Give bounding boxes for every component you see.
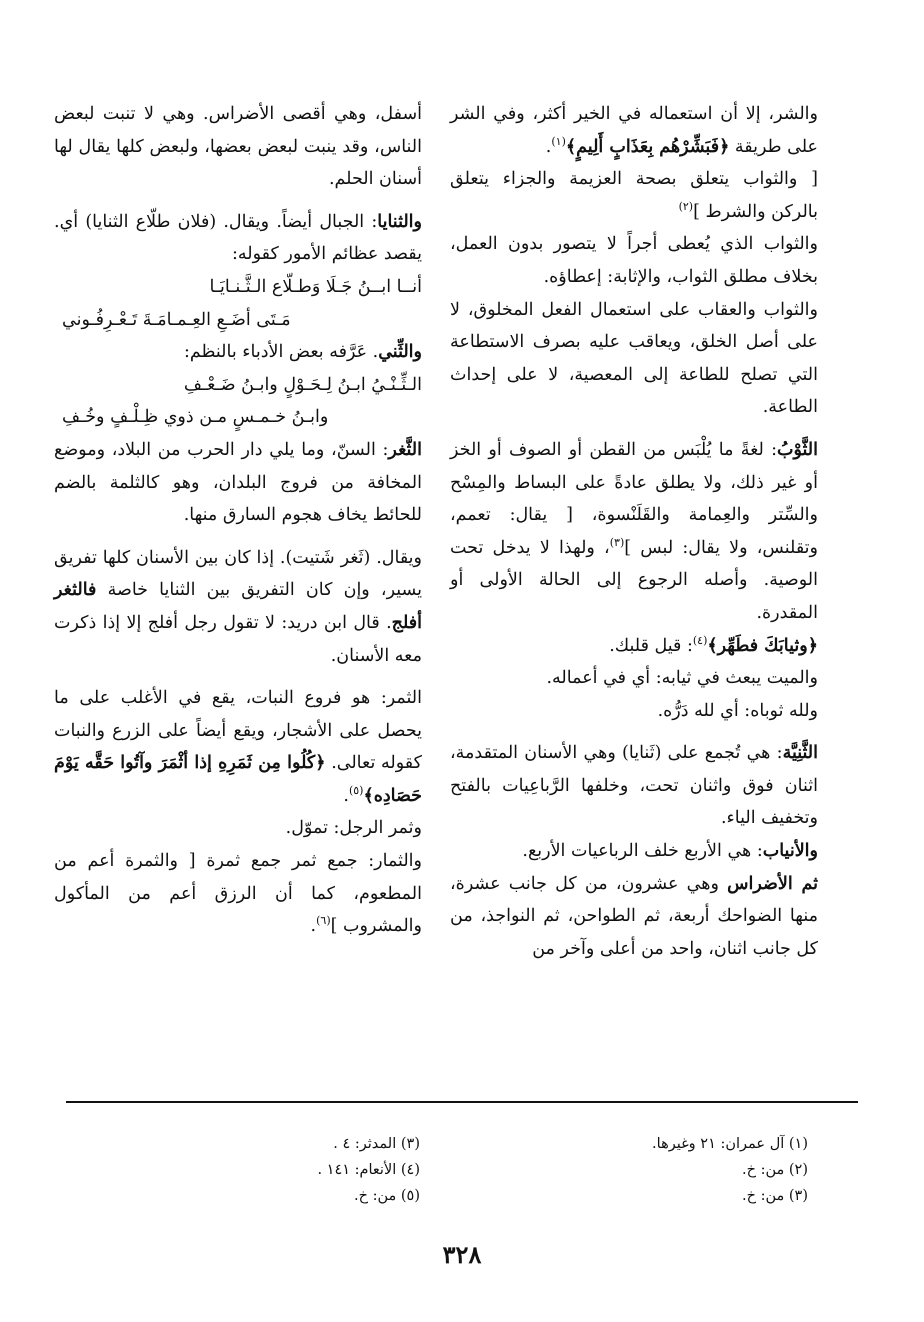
paragraph: أسفل، وهي أقصى الأضراس. وهي لا تنبت لبعض الناس، وقد ينبت لبعض بعضها، ولبعض كلها يقال لها أسنان الحلم. xyxy=(54,104,422,190)
footnote: (٣) المدثر: ٤ . xyxy=(333,1136,420,1152)
paragraph: ولله ثوباه: أي لله دَرُّه. xyxy=(657,700,818,721)
paragraph-text: ويقال. (ثَغر شَتيت). إذا كان بين الأسنان كلها تفريق يسير، وإن كان التفريق بين الثنايا خاصة xyxy=(54,547,422,601)
paragraph-text: : السنّ، وما يلي دار الحرب من البلاد، وموضع المخافة من فروج البلدان، وهو كالثلمة بالضم للحائط يخاف هجوم السارق منها. xyxy=(54,439,422,526)
page-number: ٣٢٨ xyxy=(442,1240,482,1269)
paragraph xyxy=(450,835,818,868)
verse-hemistich: الـثِّـنْـيُ ابـنُ لِـحَـوْلٍ وابـنُ ضَـعْـفِ xyxy=(183,374,422,395)
punctuation: . xyxy=(343,785,349,806)
paragraph-text: والشر، إلا أن استعماله في الخير أكثر، وفي الشر على طريقة xyxy=(450,104,818,157)
poetry-verse xyxy=(54,401,422,434)
footnote-ref: (٤) xyxy=(692,633,708,647)
paragraph-text: وهي عشرون، من كل جانب عشرة، منها الضواحك أربعة، ثم الطواحن، ثم النواجذ، من كل جانب اثنان، واحد من أعلى وآخر من xyxy=(450,873,818,959)
footnotes-right xyxy=(450,1131,808,1209)
paragraph-text: : لغةً ما يُلْبَس من القطن أو الصوف أو الخز أو غير ذلك، ولا يطلق عادةً على البساط والمِسْح والسِّتر والعِمامة والقَلَنْسوة، [ يقال: تعمم، وتقلنس، ولا يقال: لبس ] xyxy=(450,439,818,558)
headword: والأنياب xyxy=(762,841,818,862)
headword: الثَّنِيَّة xyxy=(782,743,818,764)
footnote-ref: (٣) xyxy=(609,535,625,549)
paragraph xyxy=(450,163,818,228)
paragraph-text: : هي تُجمع على (ثَنايا) وهي الأسنان المتقدمة، اثنان فوق واثنان تحت، وخلفها الرَّباعِيات بالفتح وتخفيف الياء. xyxy=(450,743,818,829)
paragraph xyxy=(54,845,422,943)
poetry-verse xyxy=(54,369,422,402)
left-column xyxy=(54,98,422,943)
paragraph-text: . قال ابن دريد: لا تقول رجل أفلج إلا إذا ذكرت معه الأسنان. xyxy=(54,612,422,666)
paragraph xyxy=(450,630,818,663)
paragraph: والميت يبعث في ثيابه: أي في أعماله. xyxy=(546,668,818,689)
paragraph-text: والثمار: جمع ثمر جمع ثمرة [ والثمرة أعم من المطعوم، كما أن الرزق أعم من المأكول والمشروب ] xyxy=(54,851,422,937)
poetry-verse xyxy=(54,271,422,304)
paragraph-text: : الجبال أيضاً. ويقال. (فلان طلّاع الثنايا) أي. يقصد عظائم الأمور كقوله: xyxy=(54,211,422,265)
paragraph xyxy=(450,868,818,966)
paragraph: والشر، إلا أن استعماله في الخير أكثر، وفي الشر على طريقة ﴿فَبَشِّرْهُم بِعَذَابٍ أَلِيمٍ﴾$^{(١)}$. xyxy=(450,104,818,157)
paragraph xyxy=(54,336,422,369)
verse-hemistich: أنــا ابــنُ جَـلَا وَطـلّاع الـثَّـنـايَـا xyxy=(209,276,422,297)
paragraph-text: : قيل قلبك. xyxy=(609,635,693,656)
poetry-verse xyxy=(54,304,422,337)
right-column xyxy=(450,98,818,965)
headword: الثَّوْبُ xyxy=(777,439,818,460)
footnote-ref: (٢) xyxy=(678,199,694,213)
footnote-ref: (٥) xyxy=(348,784,364,798)
footnote: (١) آل عمران: ٢١ وغيرها. xyxy=(652,1136,808,1152)
footnotes-left xyxy=(230,1131,420,1209)
footnote: (٤) الأنعام: ١٤١ . xyxy=(317,1162,420,1178)
headword: الثَّغر xyxy=(388,439,422,460)
paragraph-text: . عَرَّفه بعض الأدباء بالنظم: xyxy=(184,342,379,363)
quran-quote: ﴿فَبَشِّرْهُم بِعَذَابٍ أَلِيمٍ﴾ xyxy=(565,136,730,157)
headword: فالثغر أفلج xyxy=(54,580,422,633)
paragraph: وثمر الرجل: تموّل. xyxy=(285,818,422,839)
punctuation: . xyxy=(310,916,317,937)
footnote: (٢) من: خ. xyxy=(741,1162,808,1178)
quran-quote: ﴿كُلُوا مِن ثَمَرِهِ إذا أثْمَرَ وآتُوا حَقَّه يَوْمَ حَصَادِه﴾ xyxy=(54,753,422,806)
paragraph: والثواب والعقاب على استعمال الفعل المخلوق، لا على أصل الخلق، ويعاقب عليه بصرف الاستطاعة التي تصلح للطاعة إلى المعصية، لا على إحداث الطاعة. xyxy=(450,299,818,418)
entry-thaghr xyxy=(54,434,422,532)
paragraph xyxy=(54,542,422,672)
footnote: (٥) من: خ. xyxy=(353,1188,420,1204)
footnote-ref: (١) xyxy=(551,134,566,148)
headword: ثم الأضراس xyxy=(727,873,818,894)
paragraph-text: [ والثواب يتعلق بصحة العزيمة والجزاء يتعلق بالركن والشرط ] xyxy=(450,169,818,222)
paragraph: والثواب الذي يُعطى أجراً لا يتصور بدون العمل، بخلاف مطلق الثواب، والإثابة: إعطاؤه. xyxy=(450,234,818,287)
headword: والثنايا xyxy=(377,211,422,232)
paragraph-text: ، ولهذا لا يدخل تحت الوصية. وأصله الرجوع إلى الحالة الأولى أو المقدرة. xyxy=(450,537,818,623)
footnote-divider xyxy=(66,1101,858,1103)
quran-quote: ﴿وثيابَكَ فطَهِّر﴾ xyxy=(707,635,818,656)
entry-thawb xyxy=(450,434,818,630)
entry-thaniyya xyxy=(450,737,818,835)
paragraph-text: : هي الأربع خلف الرباعيات الأربع. xyxy=(522,841,763,862)
verse-hemistich: مَـتَى أضَـعِ العِـمـامَـةَ تَـعْـرِفُـوني xyxy=(62,309,291,330)
headword: والثِّني xyxy=(378,342,422,363)
footnote-ref: (٦) xyxy=(316,914,331,928)
verse-hemistich: وابـنُ خـمـسٍ مـن ذوي ظِـلْـفٍ وخُـفِ xyxy=(62,407,329,428)
paragraph-text: الثمر: هو فروع النبات، يقع في الأغلب على ما يحصل على الأشجار، ويقع أيضاً على الزرع والنبات كقوله تعالى. xyxy=(54,688,422,774)
entry-thamar xyxy=(54,682,422,812)
entry-thanaya xyxy=(54,206,422,271)
footnote: (٣) من: خ. xyxy=(741,1188,808,1204)
